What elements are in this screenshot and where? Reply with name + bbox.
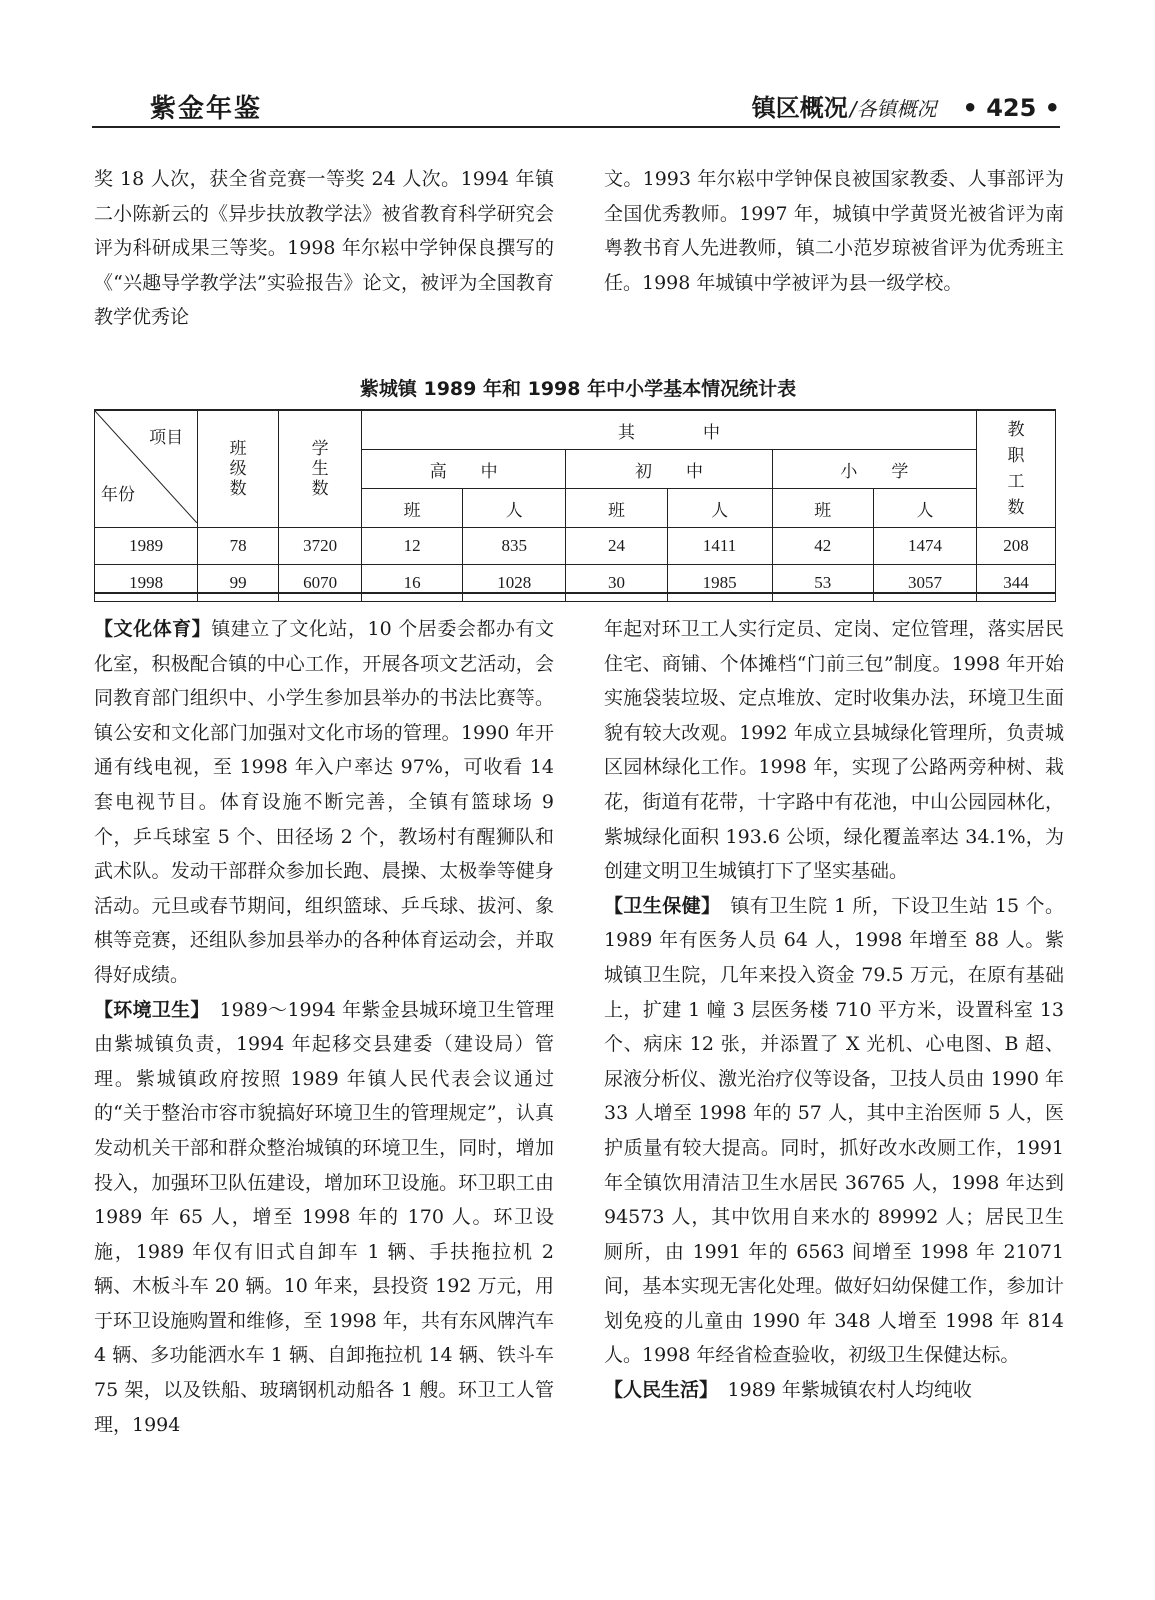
top-right-text: 文。1993 年尔崧中学钟保良被国家教委、人事部评为全国优秀教师。1997 年，城镇中学黄贤光被省评为南粤教书育人先进教师，镇二小范岁琼被省评为优秀班主任。1998 年城镇中学被评为县一级学校。: [604, 168, 1064, 294]
environment-section: [94, 993, 554, 1443]
header-primary-school: 小 学: [772, 450, 976, 489]
cell-pri-people: 1474: [873, 528, 976, 565]
culture-text: 镇建立了文化站，10 个居委会都办有文化室，积极配合镇的中心工作，开展各项文艺活动，会同教育部门组织中、小学生参加县举办的书法比赛等。镇公安和文化部门加强对文化市场的管理。1990 年开通有线电视，至 1998 年入户率达 97%，可收看 14 套电视节目。体育设施不断完善，全镇有篮球场 9 个，乒乓球室 5 个、田径场 2 个，教场村有醒狮队和武术队。发动干部群众参加长跑、晨操、太极拳等健身活动。元旦或春节期间，组织篮球、乒乓球、拔河、象棋等竞赛，还组队参加县举办的各种体育运动会，并取得好成绩。: [94, 618, 554, 986]
cell-pri-class: 42: [772, 528, 873, 565]
cell-pri-people: 3057: [873, 565, 976, 602]
cell-students: 6070: [279, 565, 362, 602]
livelihood-section: [604, 1373, 1064, 1408]
cell-year: 1989: [95, 528, 198, 565]
cell-year: 1998: [95, 565, 198, 602]
section-title: 镇区概况: [751, 94, 848, 122]
cell-classes: 99: [198, 565, 279, 602]
corner-label-year: 年份: [101, 485, 135, 505]
subsection-title: /各镇概况: [849, 97, 937, 121]
table-title: 紫城镇 1989 年和 1998 年中小学基本情况统计表: [359, 378, 797, 400]
livelihood-heading: 【人民生活】: [604, 1379, 709, 1402]
header-mid-people: 人: [667, 489, 772, 528]
header-right: [752, 88, 1060, 123]
top-left-paragraph: [94, 162, 554, 335]
cell-mid-people: 1985: [667, 565, 772, 602]
table-row: [95, 565, 1056, 602]
livelihood-text: 1989 年紫城镇农村人均纯收: [708, 1379, 972, 1402]
page-number: • 425 •: [962, 94, 1060, 122]
culture-heading: 【文化体育】: [94, 618, 212, 640]
header-high-school: 高 中: [362, 450, 566, 489]
table-row: [95, 528, 1056, 565]
header-of-which: 其 中: [362, 411, 977, 450]
health-heading: 【卫生保健】: [604, 894, 712, 917]
header-mid-class: 班: [566, 489, 667, 528]
right-column: [604, 612, 1064, 1408]
corner-label-item: 项目: [149, 428, 184, 448]
header-students: 学生数: [279, 411, 362, 528]
culture-section: [94, 612, 554, 993]
health-text: 镇有卫生院 1 所，下设卫生站 15 个。1989 年有医务人员 64 人，1998 年增至 88 人。紫城镇卫生院，几年来投入资金 79.5 万元，在原有基础上，扩建 1 幢 3 层医务楼 710 平方米，设置科室 13 个、病床 12 张，并添置了 X 光机、心电图、B 超、尿液分析仪、激光治疗仪等设备，卫技人员由 1990 年 33 人增至 1998 年的 57 人，其中主治医师 5 人，医护质量有较大提高。同时，抓好改水改厕工作，1991 年全镇饮用清洁卫生水居民 36765 人，1998 年达到 94573 人，其中饮用自来水的 89992 人；居民卫生厕所，由 1991 年的 6563 间增至 1998 年 21071 间，基本实现无害化处理。做好妇幼保健工作，参加计划免疫的儿童由 1990 年 348 人增至 1998 年 814 人。1998 年经省检查验收，初级卫生保健达标。: [604, 894, 1064, 1367]
top-right-paragraph: [604, 162, 1064, 300]
header-pri-class: 班: [772, 489, 873, 528]
header-classes: 班级数: [198, 411, 279, 528]
cell-staff: 344: [977, 565, 1056, 602]
cell-pri-class: 53: [772, 565, 873, 602]
top-left-text: 奖 18 人次，获全省竞赛一等奖 24 人次。1994 年镇二小陈新云的《异步扶放教学法》被省教育科学研究会评为科研成果三等奖。1998 年尔崧中学钟保良撰写的《“兴趣导学教学法”实验报告》论文，被评为全国教育教学优秀论: [94, 168, 554, 329]
cell-mid-people: 1411: [667, 528, 772, 565]
header-high-class: 班: [362, 489, 463, 528]
header-staff: 教职工数: [977, 411, 1056, 528]
header-middle-school: 初 中: [566, 450, 772, 489]
book-title: 紫金年鉴: [150, 94, 263, 124]
cell-high-people: 835: [463, 528, 566, 565]
cell-mid-class: 30: [566, 565, 667, 602]
health-section: [604, 889, 1064, 1373]
cell-high-class: 12: [362, 528, 463, 565]
environment-continued: 年起对环卫工人实行定员、定岗、定位管理，落实居民住宅、商铺、个体摊档“门前三包”制度。1998 年开始实施袋装垃圾、定点堆放、定时收集办法，环境卫生面貌有较大改观。1992 年成立县城绿化管理所，负责城区园林绿化工作。1998 年，实现了公路两旁种树、栽花，街道有花带，十字路中有花池，中山公园园林化，紫城绿化面积 193.6 公顷，绿化覆盖率达 34.1%，为创建文明卫生城镇打下了坚实基础。: [604, 618, 1064, 883]
page-header: [92, 82, 1060, 128]
header-high-people: 人: [463, 489, 566, 528]
header-pri-people: 人: [873, 489, 976, 528]
left-column: [94, 612, 554, 1442]
table-bottom-rule: [94, 592, 1056, 594]
environment-text: 1989～1994 年紫金县城环境卫生管理由紫城镇负责，1994 年起移交县建委（建设局）管理。紫城镇政府按照 1989 年镇人民代表会议通过的“关于整治市容市貌搞好环境卫生的管理规定”，认真发动机关干部和群众整治城镇的环境卫生，同时，增加投入，加强环卫队伍建设，增加环卫设施。环卫职工由 1989 年 65 人，增至 1998 年的 170 人。环卫设施，1989 年仅有旧式自卸车 1 辆、手扶拖拉机 2 辆、木板斗车 20 辆。10 年来，县投资 192 万元，用于环卫设施购置和维修，至 1998 年，共有东风牌汽车 4 辆、多功能洒水车 1 辆、自卸拖拉机 14 辆、铁斗车 75 架，以及铁船、玻璃钢机动船各 1 艘。环卫工人管理，1994: [94, 998, 554, 1436]
table-corner-cell: [95, 411, 198, 528]
statistics-table: [94, 410, 1056, 602]
cell-mid-class: 24: [566, 528, 667, 565]
cell-high-people: 1028: [463, 565, 566, 602]
cell-students: 3720: [279, 528, 362, 565]
environment-heading: 【环境卫生】: [94, 998, 201, 1021]
header-rule: [92, 126, 1060, 128]
cell-classes: 78: [198, 528, 279, 565]
cell-high-class: 16: [362, 565, 463, 602]
cell-staff: 208: [977, 528, 1056, 565]
